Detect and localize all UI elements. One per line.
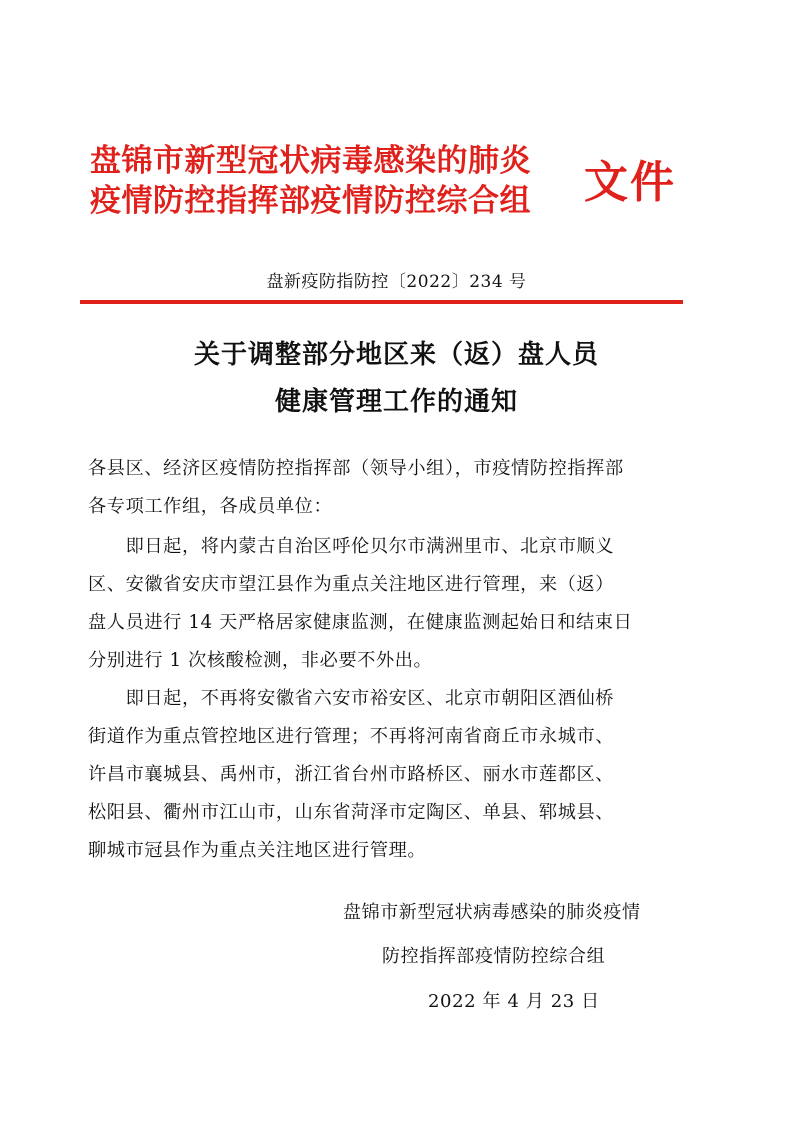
body-text-line: 各专项工作组，各成员单位： bbox=[88, 496, 333, 517]
body-text-line: 松阳县、衢州市江山市，山东省菏泽市定陶区、单县、郓城县、 bbox=[88, 802, 615, 823]
document-type-label: 文件 bbox=[584, 157, 676, 208]
body-text-line: 区、安徽省安庆市望江县作为重点关注地区进行管理，来（返） bbox=[88, 574, 615, 595]
red-separator-line bbox=[80, 300, 683, 304]
document-title-line2: 健康管理工作的通知 bbox=[274, 387, 518, 417]
document-header bbox=[90, 142, 710, 222]
body-text-line: 各县区、经济区疫情防控指挥部（领导小组），市疫情防控指挥部 bbox=[88, 458, 624, 479]
signature-issuer-line1: 盘锦市新型冠状病毒感染的肺炎疫情 bbox=[343, 902, 641, 923]
issuer-name-line1: 盘锦市新型冠状病毒感染的肺炎 bbox=[90, 143, 531, 179]
body-text-line: 聊城市冠县作为重点关注地区进行管理。 bbox=[88, 840, 427, 861]
body-text-line: 街道作为重点管控地区进行管理；不再将河南省商丘市永城市、 bbox=[88, 726, 615, 747]
document-number: 盘新疫防指防控〔2022〕234 号 bbox=[266, 272, 527, 292]
body-text-line: 即日起，不再将安徽省六安市裕安区、北京市朝阳区酒仙桥 bbox=[88, 688, 615, 709]
signature-issuer-line2: 防控指挥部疫情防控综合组 bbox=[382, 946, 606, 967]
body-text-line: 即日起，将内蒙古自治区呼伦贝尔市满洲里市、北京市顺义 bbox=[88, 536, 615, 557]
body-text-line: 许昌市襄城县、禹州市，浙江省台州市路桥区、丽水市莲都区、 bbox=[88, 764, 615, 785]
signature-date: 2022 年 4 月 23 日 bbox=[428, 991, 600, 1012]
issuer-name-line2: 疫情防控指挥部疫情防控综合组 bbox=[90, 183, 531, 219]
document-title-line1: 关于调整部分地区来（返）盘人员 bbox=[193, 340, 599, 370]
body-text-line: 分别进行 1 次核酸检测，非必要不外出。 bbox=[88, 650, 433, 671]
body-text-line: 盘人员进行 14 天严格居家健康监测，在健康监测起始日和结束日 bbox=[88, 612, 633, 633]
